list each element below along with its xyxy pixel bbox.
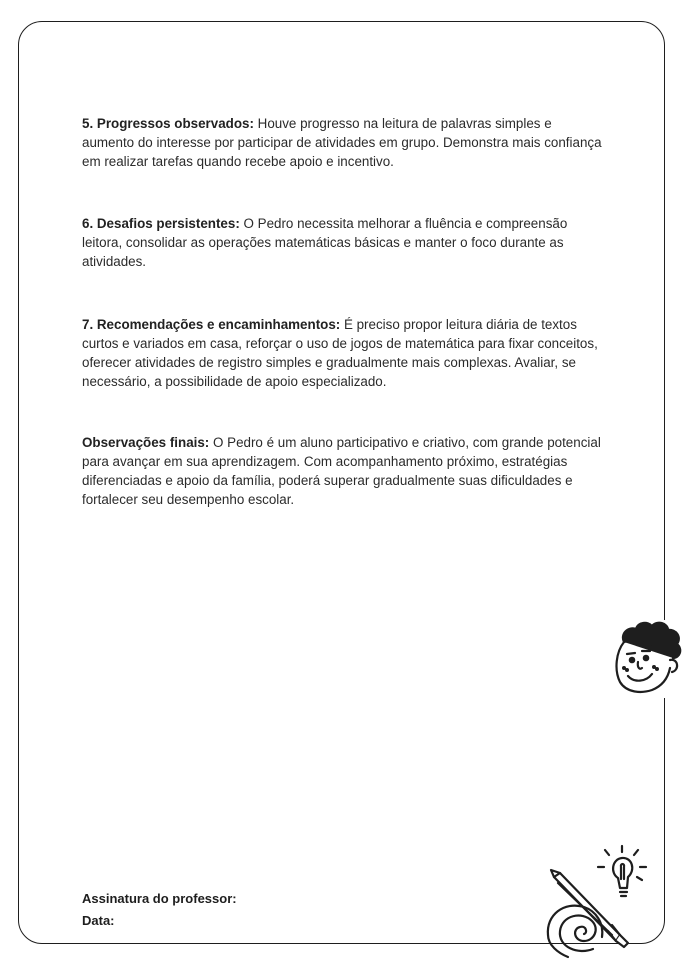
section-text: O Pedro é um aluno participativo e criativo, com grande potencial para avançar em sua aprendizagem. Com acompanhamento próximo, estratégias diferenciadas e apoio da família, poderá superar gradualmente suas dificuldades e fortalecer seu desempenho escolar. [82, 435, 601, 507]
section-text: O Pedro necessita melhorar a fluência e compreensão leitora, consolidar as operações matemáticas básicas e manter o foco durante as atividades. [82, 216, 568, 269]
section-desafios [82, 214, 602, 271]
teacher-signature-label: Assinatura do professor: [82, 891, 237, 906]
section-title: 7. Recomendações e encaminhamentos: [82, 317, 341, 332]
section-text: É preciso propor leitura diária de textos curtos e variados em casa, reforçar o uso de jogos de matemática para fixar conceitos, oferecer atividades de registro simples e gradualmente mais complexas. Avaliar, se necessário, a possibilidade de apoio especializado. [82, 317, 598, 389]
pencil-lightbulb-icon [538, 843, 663, 963]
boy-face-icon [610, 620, 685, 698]
section-title: 5. Progressos observados: [82, 116, 254, 131]
section-observacoes-finais [82, 433, 602, 509]
date-label: Data: [82, 913, 115, 928]
section-title: 6. Desafios persistentes: [82, 216, 240, 231]
section-text: Houve progresso na leitura de palavras simples e aumento do interesse por participar de atividades em grupo. Demonstra mais confiança em realizar tarefas quando recebe apoio e incentivo. [82, 116, 602, 169]
section-recomendacoes [82, 315, 602, 391]
section-title: Observações finais: [82, 435, 210, 450]
section-progressos [82, 114, 602, 171]
